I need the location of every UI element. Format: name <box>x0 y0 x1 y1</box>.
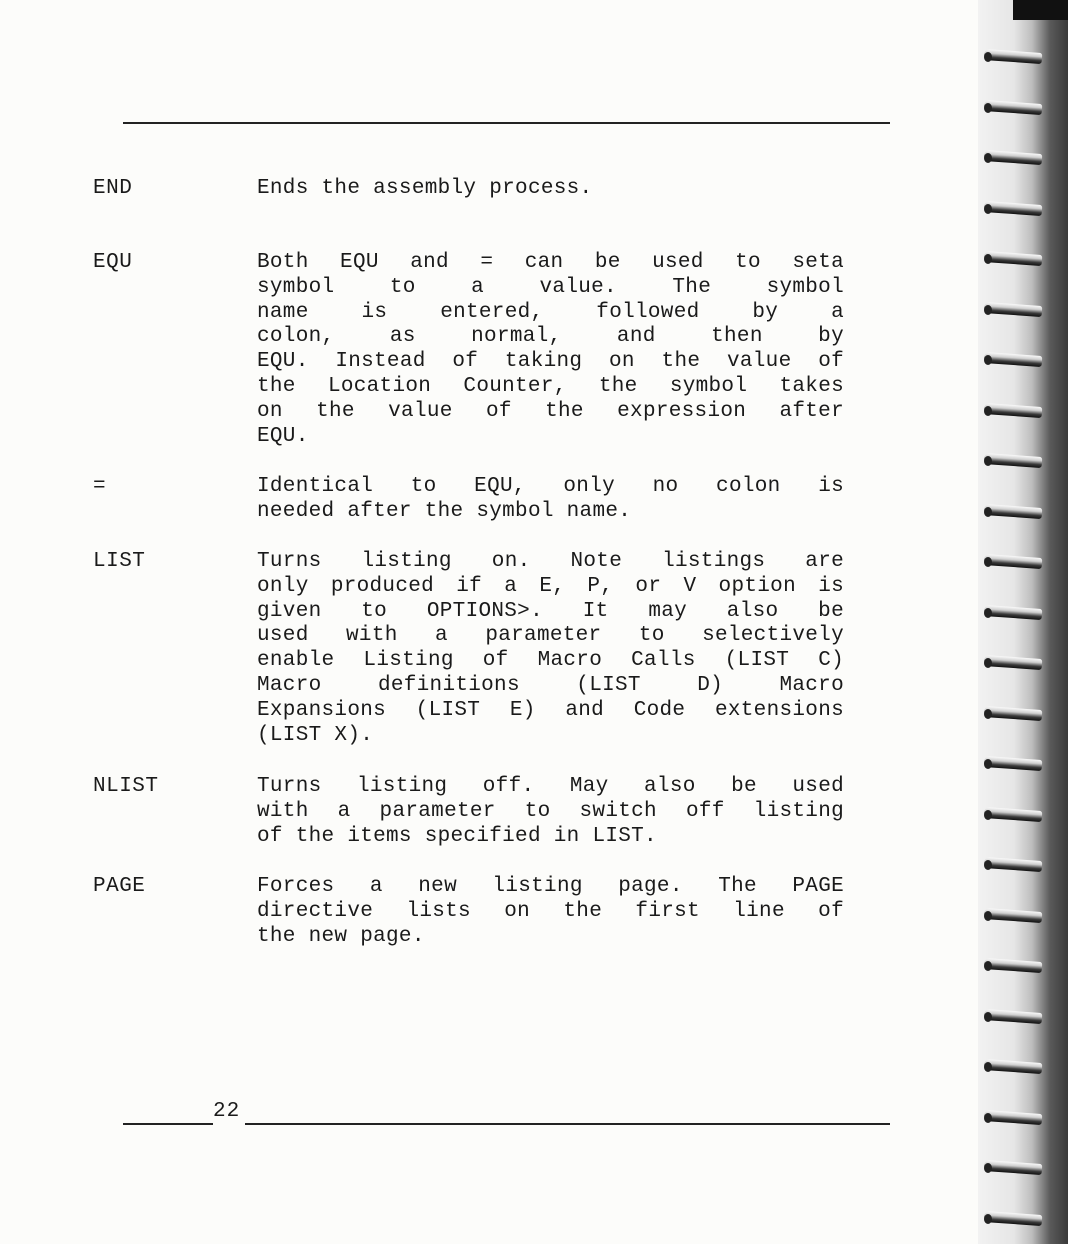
binding-coil <box>984 1109 1054 1127</box>
coil-wire <box>984 907 1043 922</box>
binding-coil <box>984 705 1054 723</box>
punch-hole <box>984 608 992 618</box>
term-label: PAGE <box>93 875 146 898</box>
punch-hole <box>984 557 992 567</box>
term-label: = <box>93 475 107 498</box>
binding-coil <box>984 604 1054 622</box>
binding-coil <box>984 402 1054 420</box>
punch-hole <box>984 1062 992 1072</box>
description-line: EQU. Instead of taking on the value of <box>257 350 844 374</box>
term-description <box>257 251 844 449</box>
binding-coil <box>984 200 1054 218</box>
binding-coil <box>984 1210 1054 1228</box>
coil-wire <box>984 301 1043 316</box>
description-line: only produced if a E, P, or V option is <box>257 574 844 598</box>
binding-coil <box>984 99 1054 117</box>
punch-hole <box>984 305 992 315</box>
description-line: colon, as normal, and then by <box>257 325 844 349</box>
description-line: of the items specified in LIST. <box>257 824 657 848</box>
description-line: Macro definitions (LIST D) Macro <box>257 673 844 697</box>
punch-hole <box>984 254 992 264</box>
binding-coil <box>984 1159 1054 1177</box>
term-label: NLIST <box>93 775 159 798</box>
description-line: used with a parameter to selectively <box>257 624 844 648</box>
punch-hole <box>984 709 992 719</box>
binding-coil <box>984 503 1054 521</box>
description-line: Ends the assembly process. <box>257 177 593 200</box>
binding-coil <box>984 48 1054 66</box>
coil-wire <box>984 1109 1043 1124</box>
page-number: 22 <box>213 1100 241 1123</box>
punch-hole <box>984 759 992 769</box>
binding-coil <box>984 149 1054 167</box>
description-line: name is entered, followed by a <box>257 300 844 324</box>
punch-hole <box>984 153 992 163</box>
punch-hole <box>984 911 992 921</box>
punch-hole <box>984 961 992 971</box>
description-line: Turns listing off. May also be used <box>257 775 844 798</box>
punch-hole <box>984 1214 992 1224</box>
coil-wire <box>984 453 1043 468</box>
description-line: on the value of the expression after <box>257 399 844 423</box>
coil-wire <box>984 806 1043 821</box>
term-description <box>257 475 844 525</box>
description-line: the Location Counter, the symbol takes <box>257 374 844 398</box>
term-description <box>257 550 844 748</box>
coil-wire <box>984 1008 1043 1023</box>
binding-coil <box>984 1058 1054 1076</box>
binding-coil <box>984 250 1054 268</box>
punch-hole <box>984 810 992 820</box>
coil-wire <box>984 402 1043 417</box>
description-line: needed after the symbol name. <box>257 499 632 523</box>
coil-wire <box>984 150 1043 165</box>
binding-coil <box>984 755 1054 773</box>
punch-hole <box>984 456 992 466</box>
coil-wire <box>984 958 1043 973</box>
description-line: (LIST X). <box>257 723 374 747</box>
description-line: Both EQU and = can be used to seta <box>257 251 844 274</box>
punch-hole <box>984 860 992 870</box>
binding-coil <box>984 806 1054 824</box>
binding-coil <box>984 654 1054 672</box>
footer-rule-right <box>245 1123 890 1125</box>
term-description <box>257 775 844 849</box>
term-description <box>257 177 844 202</box>
spiral-binding <box>978 0 1068 1244</box>
coil-wire <box>984 1210 1043 1225</box>
term-description <box>257 875 844 949</box>
binding-coil <box>984 907 1054 925</box>
coil-wire <box>984 99 1043 114</box>
footer-rule-left <box>123 1123 213 1125</box>
coil-wire <box>984 251 1043 266</box>
description-line: given to OPTIONS>. It may also be <box>257 599 844 623</box>
coil-wire <box>984 1160 1043 1175</box>
coil-wire <box>984 200 1043 215</box>
description-line: Forces a new listing page. The PAGE <box>257 875 844 898</box>
punch-hole <box>984 658 992 668</box>
coil-wire <box>984 655 1043 670</box>
coil-wire <box>984 554 1043 569</box>
punch-hole <box>984 1163 992 1173</box>
term-label: EQU <box>93 251 133 274</box>
coil-wire <box>984 503 1043 518</box>
description-line: symbol to a value. The symbol <box>257 275 844 299</box>
term-label: END <box>93 177 133 200</box>
description-line: the new page. <box>257 924 425 948</box>
binding-coil <box>984 553 1054 571</box>
punch-hole <box>984 103 992 113</box>
coil-wire <box>984 352 1043 367</box>
punch-hole <box>984 355 992 365</box>
punch-hole <box>984 1012 992 1022</box>
description-line: Turns listing on. Note listings are <box>257 550 844 573</box>
coil-wire <box>984 705 1043 720</box>
coil-wire <box>984 49 1043 64</box>
coil-wire <box>984 857 1043 872</box>
term-label: LIST <box>93 550 146 573</box>
binding-coil <box>984 856 1054 874</box>
binding-coil <box>984 301 1054 319</box>
binding-coil <box>984 1008 1054 1026</box>
binding-edge <box>1013 0 1068 20</box>
binding-coil <box>984 452 1054 470</box>
description-line: Identical to EQU, only no colon is <box>257 475 844 498</box>
punch-hole <box>984 1113 992 1123</box>
description-line: EQU. <box>257 424 309 448</box>
coil-wire <box>984 604 1043 619</box>
description-line: with a parameter to switch off listing <box>257 799 844 823</box>
punch-hole <box>984 406 992 416</box>
punch-hole <box>984 507 992 517</box>
coil-wire <box>984 756 1043 771</box>
coil-wire <box>984 1059 1043 1074</box>
binding-coil <box>984 351 1054 369</box>
description-line: directive lists on the first line of <box>257 899 844 923</box>
header-rule <box>123 122 890 124</box>
description-line: enable Listing of Macro Calls (LIST C) <box>257 649 844 673</box>
punch-hole <box>984 52 992 62</box>
description-line: Expansions (LIST E) and Code extensions <box>257 698 844 722</box>
binding-coil <box>984 957 1054 975</box>
punch-hole <box>984 204 992 214</box>
